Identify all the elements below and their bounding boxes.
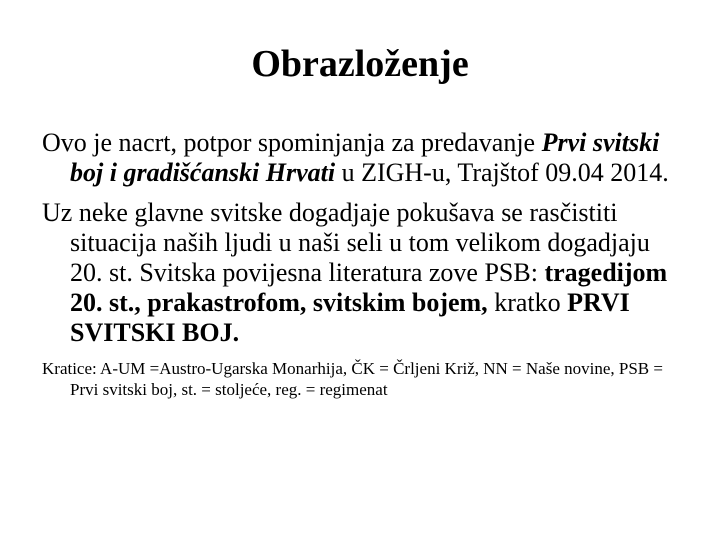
paragraph-context [42,198,682,348]
slide-title: Obrazloženje [251,43,469,85]
abbreviations-note: Kratice: A-UM =Austro-Ugarska Monarhija, ČK = Črljeni Križ, NN = Naše novine, PSB = Prvi svitski boj, st. = stoljeće, reg. = regimenat [42,359,663,399]
slide-body [42,128,682,400]
intro-text-start: Ovo je nacrt, potpor spominjanja za predavanje [42,128,542,157]
lecture-title: Prvi svitski boj i gradišćanski Hrvati [70,128,660,187]
context-text-middle: kratko [487,288,568,317]
bold-terms: tragedijom 20. st., prakastrofom, svitskim bojem, [70,258,668,317]
bold-short-name: PRVI SVITSKI BOJ. [70,288,630,347]
context-text-start: Uz neke glavne svitske dogadjaje pokušava se rasčistiti situacija naših ljudi u naši seli u tom velikom dogadjaju 20. st. Svitska povijesna literatura zove PSB: [42,198,650,287]
paragraph-intro [42,128,682,188]
intro-text-end: u ZIGH-u, Trajštof 09.04 2014. [335,158,669,187]
